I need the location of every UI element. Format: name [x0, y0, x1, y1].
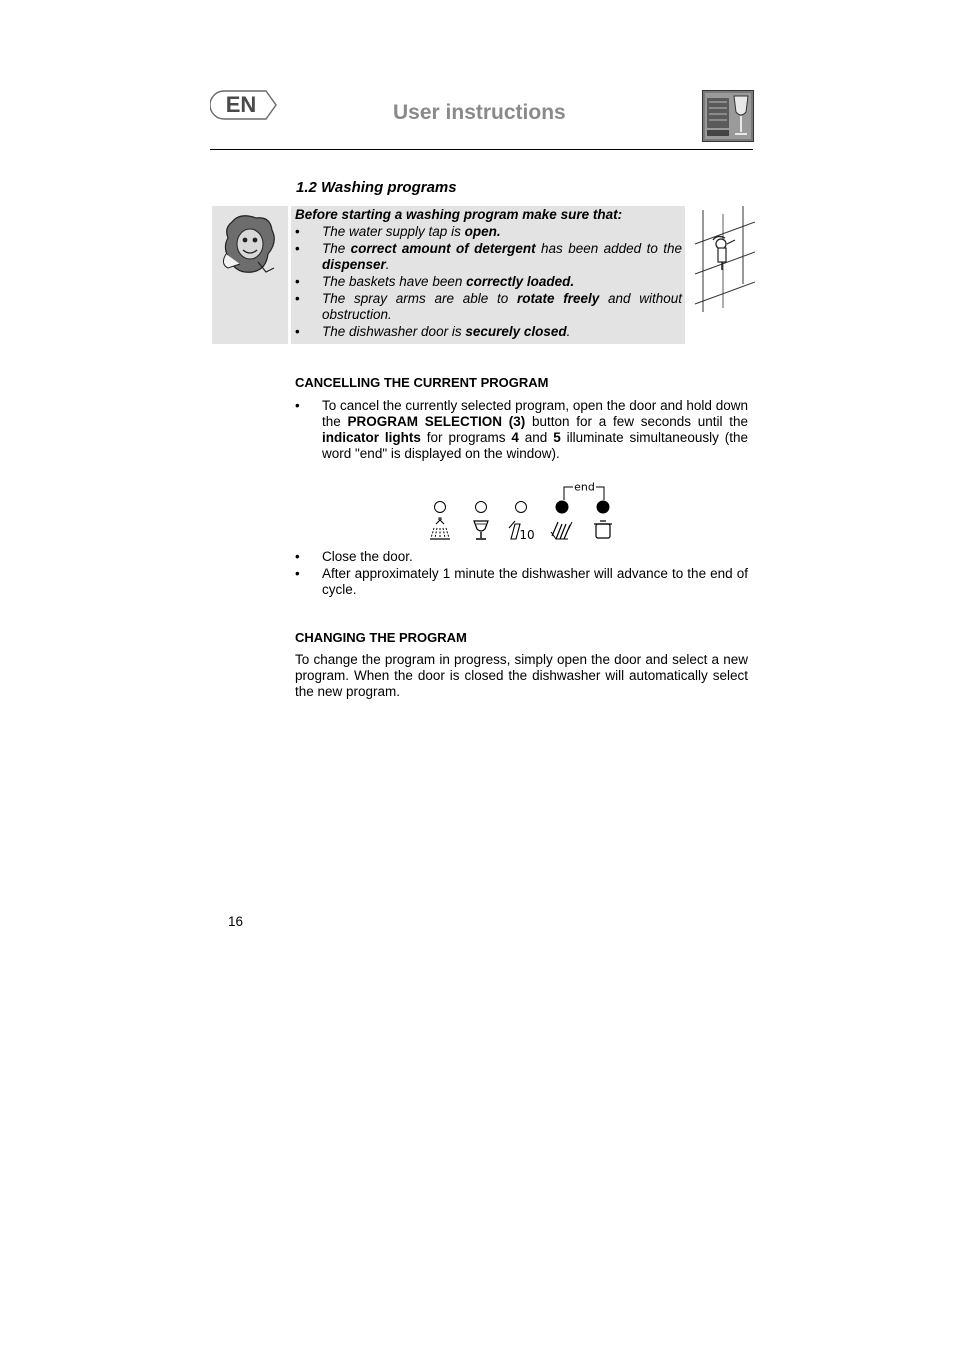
cancelling-heading: CANCELLING THE CURRENT PROGRAM — [295, 375, 549, 390]
emphasis-text: correct amount of detergent — [350, 241, 536, 256]
pre-wash-checklist — [291, 206, 685, 344]
item-text: The — [322, 241, 351, 256]
item-text: The baskets have been — [322, 274, 467, 289]
page-title: User instructions — [393, 101, 566, 124]
item-text: The dishwasher door is — [322, 324, 466, 339]
list-item — [295, 549, 748, 565]
item-text: Close the door. — [322, 549, 413, 564]
header-divider — [210, 149, 753, 150]
checklist-heading: Before starting a washing program make sure that: — [295, 207, 623, 222]
item-text: . — [566, 324, 571, 339]
indicator-light-3 — [516, 502, 527, 513]
cancel-steps-list — [295, 398, 748, 463]
prewash-icon — [430, 518, 450, 539]
emphasis-text: open. — [464, 224, 501, 239]
eco-temp-label: 10 — [519, 528, 535, 542]
indicator-light-4 — [556, 501, 568, 513]
section-title: 1.2 Washing programs — [296, 179, 457, 196]
checklist-item — [295, 241, 682, 273]
item-text: and without obstruction. — [322, 291, 682, 322]
checklist — [295, 224, 682, 340]
item-text: The water supply tap is — [322, 224, 465, 239]
checklist-item — [295, 224, 682, 240]
glass-icon — [474, 521, 488, 539]
checklist-item — [295, 291, 682, 323]
item-text: illuminate simultaneously (the word "end" is displayed on the window). — [322, 430, 748, 461]
note-icon-cell — [212, 206, 288, 344]
emphasis-text: rotate freely — [516, 291, 600, 306]
end-label: end — [574, 480, 595, 494]
item-text: The spray arms are able to — [322, 291, 517, 306]
emphasis-text: 5 — [553, 430, 561, 445]
item-text: and — [518, 430, 554, 445]
item-text: After approximately 1 minute the dishwasher will advance to the end of cycle. — [322, 566, 748, 597]
item-text: button for a few seconds until the — [525, 414, 749, 429]
emphasis-text: securely closed — [465, 324, 567, 339]
indicator-light-2 — [476, 502, 487, 513]
emphasis-text: correctly loaded. — [466, 274, 575, 289]
cancel-followup-list — [295, 549, 748, 599]
checklist-item — [295, 324, 682, 340]
item-text: has been added to the — [535, 241, 682, 256]
indicator-panel — [420, 478, 620, 544]
emphasis-text: 4 — [511, 430, 519, 445]
normal-wash-icon — [551, 522, 572, 539]
page-number: 16 — [228, 914, 244, 929]
emphasis-text: dispenser — [322, 257, 386, 272]
changing-heading: CHANGING THE PROGRAM — [295, 630, 467, 645]
water-tap-illustration-icon — [693, 204, 755, 316]
list-item — [295, 398, 748, 462]
checklist-item — [295, 274, 682, 290]
item-text: To cancel the currently selected program, open the door and hold down the — [322, 398, 748, 429]
indicator-light-5 — [597, 501, 609, 513]
list-item — [295, 566, 748, 598]
dishwasher-glass-icon — [702, 90, 754, 142]
language-badge: EN — [225, 92, 257, 117]
intensive-pot-icon — [594, 521, 612, 538]
mascot-icon — [212, 206, 288, 344]
eco-icon — [509, 521, 535, 542]
changing-paragraph: To change the program in progress, simply open the door and select a new program. When the door is closed the dishwasher will automatically select the new program. — [295, 652, 748, 699]
indicator-light-1 — [435, 502, 446, 513]
item-text: . — [385, 257, 390, 272]
emphasis-text: indicator lights — [322, 430, 421, 445]
item-text: for programs — [420, 430, 512, 445]
emphasis-text: PROGRAM SELECTION (3) — [347, 414, 526, 429]
